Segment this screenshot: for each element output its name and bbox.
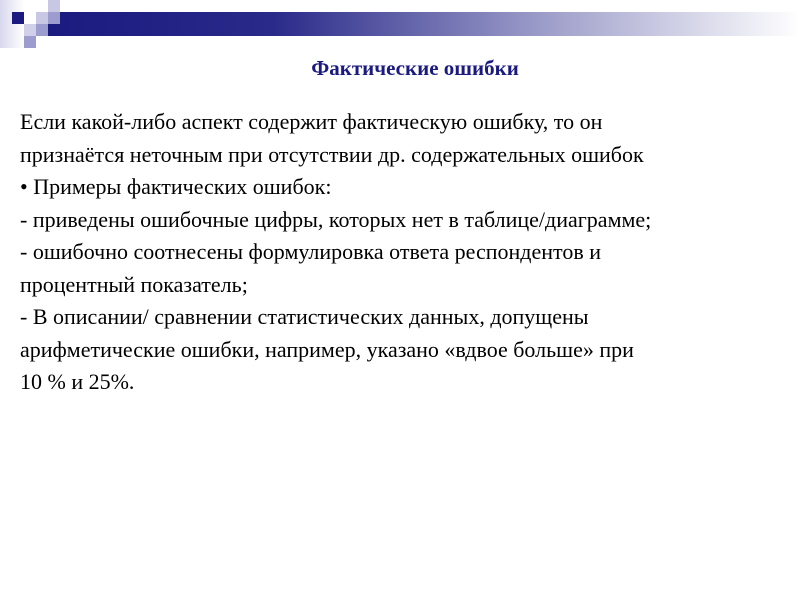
body-line: признаётся неточным при отсутствии др. содержательных ошибок [20,141,644,167]
body-line: - В описании/ сравнении статистических данных, допущены [20,304,589,329]
decor-square [36,24,48,36]
body-line: • Примеры фактических ошибок: [20,174,332,199]
header-gradient-bar [48,12,800,36]
slide-title: Фактические ошибки [311,56,519,80]
decor-square [48,12,60,24]
decor-square [24,24,36,36]
body-line: процентный показатель; [20,271,248,297]
body-line: 10 % и 25%. [20,369,135,394]
body-line: арифметические ошибки, например, указано «вдвое больше» при [20,336,634,362]
slide-body [20,106,790,399]
body-line: - ошибочно соотнесены формулировка ответа респондентов и [20,239,602,264]
decor-square [48,0,60,12]
decor-square [12,12,24,24]
body-line: - приведены ошибочные цифры, которых нет в таблице/диаграмме; [20,206,652,232]
decor-square [24,36,36,48]
decor-fade [0,0,24,48]
body-line: Если какой-либо аспект содержит фактическую ошибку, то он [20,109,603,134]
decor-square [36,12,48,24]
